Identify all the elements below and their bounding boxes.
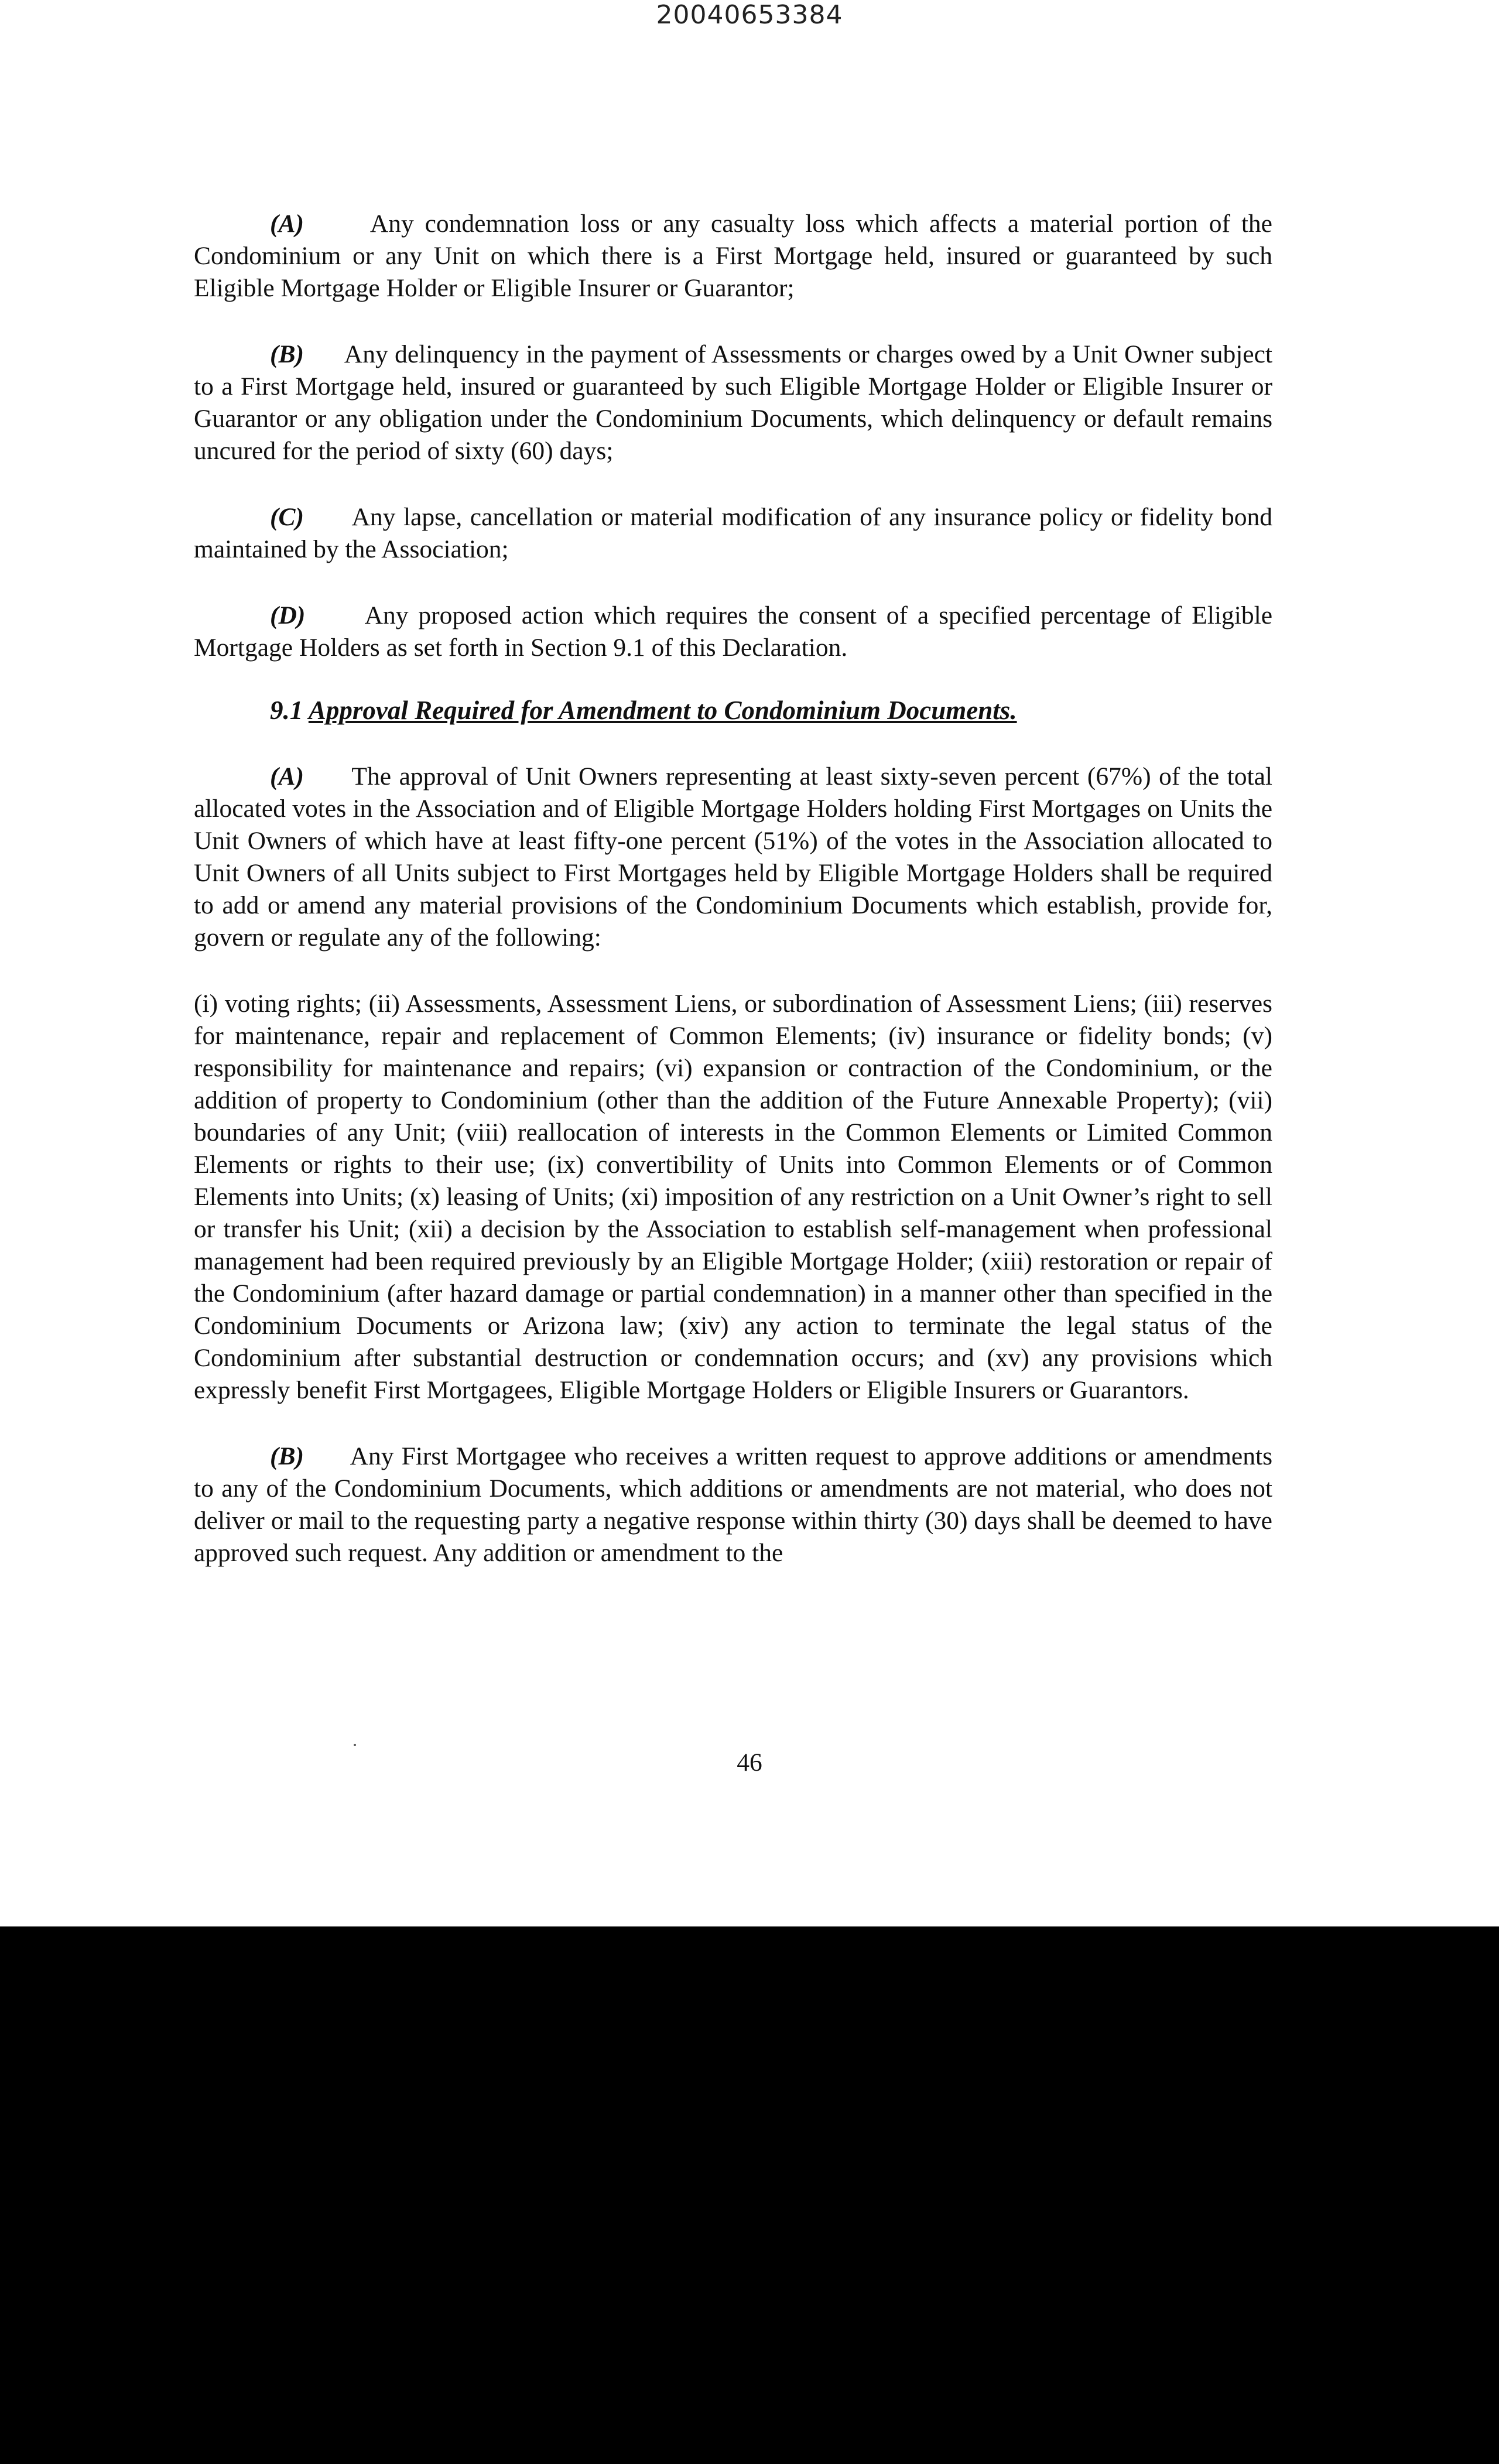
paragraph-label: (B): [270, 340, 304, 368]
scan-speck: [354, 1744, 356, 1746]
section-paragraph-a: [194, 761, 1272, 954]
page-body: [194, 208, 1272, 1569]
paragraph-text: The approval of Unit Owners representing at least sixty-seven percent (67%) of the total allocated votes in the Association and of Eligible Mortgage Holders holding First Mortgages on Units the Unit Owners of which have at least fifty-one percent (51%) of the votes in the Association allocated to Unit Owners of all Units subject to First Mortgages held by Eligible Mortgage Holders shall be required to add or amend any material provisions of the Condominium Documents which establish, provide for, govern or regulate any of the following:: [194, 762, 1272, 952]
paragraph-text: Any lapse, cancellation or material modification of any insurance policy or fidelity bond maintained by the Association;: [194, 503, 1272, 563]
page-number: 46: [737, 1748, 762, 1777]
paragraph-label: (A): [270, 210, 304, 238]
paragraph-c: [194, 501, 1272, 566]
paragraph-d: [194, 600, 1272, 664]
section-heading: [194, 694, 1272, 727]
paragraph-label: (D): [270, 601, 306, 629]
paragraph-text: Any delinquency in the payment of Assessments or charges owed by a Unit Owner subject to a First Mortgage held, insured or guaranteed by such Eligible Mortgage Holder or Eligible Insurer or Guarantor or any obligation under the Condominium Documents, which delinquency or default remains uncured for the period of sixty (60) days;: [194, 340, 1272, 465]
paragraph-text: Any First Mortgagee who receives a written request to approve additions or amendments to any of the Condominium Documents, which additions or amendments are not material, who does not deliver or mail to the requesting party a negative response within thirty (30) days shall be deemed to have approved such request. Any addition or amendment to the: [194, 1442, 1272, 1567]
paragraph-label: (C): [270, 503, 304, 531]
document-number: 20040653384: [656, 0, 843, 30]
section-number: 9.1: [270, 696, 303, 725]
section-paragraph-b: [194, 1440, 1272, 1569]
paragraph-text: Any condemnation loss or any casualty loss which affects a material portion of the Condominium or any Unit on which there is a First Mortgage held, insured or guaranteed by such Eligible Mortgage Holder or Eligible Insurer or Guarantor;: [194, 210, 1272, 302]
paragraph-label: (B): [270, 1442, 304, 1470]
paragraph-a: [194, 208, 1272, 304]
paragraph-b: [194, 338, 1272, 467]
scan-margin-black: [0, 1926, 1499, 2464]
enumerated-list: (i) voting rights; (ii) Assessments, Assessment Liens, or subordination of Assessment Liens; (iii) reserves for maintenance, repair and replacement of Common Elements; (iv) insurance or fidelity bonds; (v) responsibility for maintenance and repairs; (vi) expansion or contraction of the Condominium, or the addition of property to Condominium (other than the addition of the Future Annexable Property); (vii) boundaries of any Unit; (viii) reallocation of interests in the Common Elements or Limited Common Elements or rights to their use; (ix) convertibility of Units into Common Elements or of Common Elements into Units; (x) leasing of Units; (xi) imposition of any restriction on a Unit Owner’s right to sell or transfer his Unit; (xii) a decision by the Association to establish self-management when professional management had been required previously by an Eligible Mortgage Holder; (xiii) restoration or repair of the Condominium (after hazard damage or partial condemnation) in a manner other than specified in the Condominium Documents or Arizona law; (xiv) any action to terminate the legal status of the Condominium after substantial destruction or condemnation occurs; and (xv) any provisions which expressly benefit First Mortgagees, Eligible Mortgage Holders or Eligible Insurers or Guarantors.: [194, 990, 1272, 1404]
paragraph-text: Any proposed action which requires the consent of a specified percentage of Eligible Mortgage Holders as set forth in Section 9.1 of this Declaration.: [194, 601, 1272, 662]
paragraph-label: (A): [270, 762, 304, 790]
section-title: Approval Required for Amendment to Condominium Documents.: [308, 696, 1017, 725]
